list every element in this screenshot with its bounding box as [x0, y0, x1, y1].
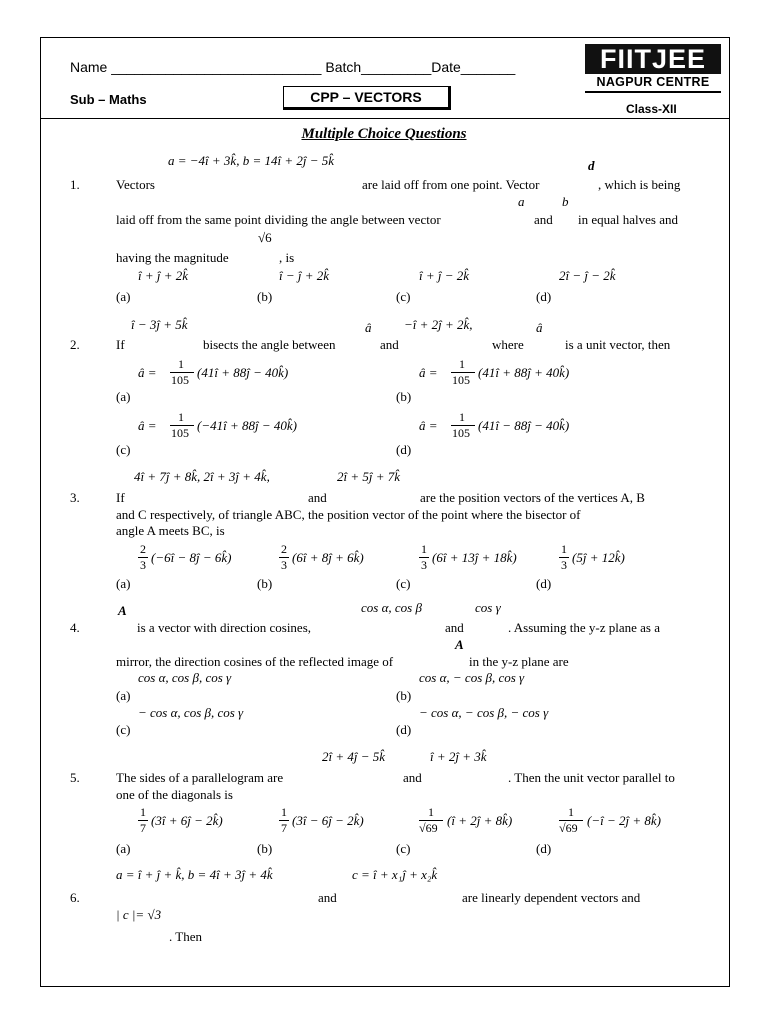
q3-c-vector: (6î + 13ĵ + 18k̂): [432, 550, 517, 565]
q2-b-den: 105: [452, 373, 470, 387]
q5-a-vector: (3î + 6ĵ − 2k̂): [151, 813, 223, 828]
q3-option-c-label: (c): [396, 576, 411, 591]
q5-text-diagonals: one of the diagonals is: [116, 787, 233, 802]
q3-text-line2: and C respectively, of triangle ABC, the position vector of the point where the bisector of: [116, 507, 581, 522]
q5-number: 5.: [70, 770, 80, 785]
q4-vector-A: A: [118, 603, 127, 618]
q5-text-and: and: [403, 770, 422, 785]
q2-a-num: 1: [178, 357, 184, 371]
q2-d-prefix: â =: [419, 418, 438, 433]
q3-text-and: and: [308, 490, 327, 505]
q2-option-c-label: (c): [116, 442, 131, 457]
q4-text-direction: is a vector with direction cosines,: [137, 620, 312, 635]
q5-b-den: 7: [281, 821, 287, 835]
q1-vector-d: d: [588, 158, 595, 173]
q4-option-a-label: (a): [116, 688, 131, 703]
q4-number: 4.: [70, 620, 80, 635]
logo-brand: FIITJEE: [585, 44, 721, 74]
q3-c-num: 1: [421, 542, 427, 556]
q2-d-num: 1: [459, 410, 465, 424]
cpp-title-box: CPP – VECTORS: [283, 86, 451, 110]
q4-vector-A-2: A: [455, 637, 464, 652]
q4-option-b-expr: cos α, − cos β, cos γ: [419, 670, 525, 685]
q3-b-vector: (6î + 8ĵ + 6k̂): [292, 550, 364, 565]
q4-option-d-expr: − cos α, − cos β, − cos γ: [419, 705, 549, 720]
q3-text-if: If: [116, 490, 125, 505]
q2-a-prefix: â =: [138, 365, 157, 380]
q4-text-mirror: mirror, the direction cosines of the reflected image of: [116, 654, 394, 669]
q1-number: 1.: [70, 177, 80, 192]
q5-c-num: 1: [428, 805, 434, 819]
q6-text-and: and: [318, 890, 337, 905]
q3-option-b-label: (b): [257, 576, 273, 591]
q6-number: 6.: [70, 890, 80, 905]
q2-a-hat-2: â: [536, 320, 543, 335]
q5-b-vector: (3î − 6ĵ − 2k̂): [292, 813, 364, 828]
q6-c-magnitude: | c |= √3: [116, 907, 162, 922]
q2-d-vector: (41î − 88ĵ − 40k̂): [478, 418, 570, 433]
q3-text-line3: angle A meets BC, is: [116, 523, 225, 538]
q3-number: 3.: [70, 490, 80, 505]
q4-cos-gamma: cos γ: [475, 600, 501, 615]
q2-option-b-label: (b): [396, 389, 412, 404]
q3-vector-c: 2î + 5ĵ + 7k̂: [337, 469, 401, 484]
logo-centre: NAGPUR CENTRE: [596, 75, 710, 89]
q2-a-hat: â: [365, 320, 372, 335]
q1-sqrt6: √6: [258, 230, 272, 245]
q2-b-vector: (41î + 88ĵ + 40k̂): [478, 365, 570, 380]
section-title: Multiple Choice Questions: [301, 126, 467, 142]
q5-text-sides: The sides of a parallelogram are: [116, 770, 284, 785]
q2-text-unit: is a unit vector, then: [565, 337, 671, 352]
q4-option-a-expr: cos α, cos β, cos γ: [138, 670, 232, 685]
q2-option-a-label: (a): [116, 389, 131, 404]
q4-text-and: and: [445, 620, 464, 635]
q2-text-and: and: [380, 337, 399, 352]
q4-text-plane: in the y-z plane are: [469, 654, 569, 669]
q3-a-num: 2: [140, 542, 146, 556]
q4-option-c-expr: − cos α, cos β, cos γ: [138, 705, 244, 720]
q3-d-den: 3: [561, 558, 567, 572]
q4-option-d-label: (d): [396, 722, 412, 737]
header-divider: [40, 118, 730, 119]
q3-a-den: 3: [140, 558, 146, 572]
q4-cos-alpha-beta: cos α, cos β: [361, 600, 422, 615]
q1-option-b-label: (b): [257, 289, 273, 304]
q2-b-prefix: â =: [419, 365, 438, 380]
q3-d-num: 1: [561, 542, 567, 556]
q1-option-c-expr: î + ĵ − 2k̂: [419, 268, 470, 283]
q3-c-den: 3: [421, 558, 427, 572]
q3-b-den: 3: [281, 558, 287, 572]
q5-d-num: 1: [568, 805, 574, 819]
q2-text-where: where: [492, 337, 524, 352]
q4-option-c-label: (c): [116, 722, 131, 737]
q1-option-a-label: (a): [116, 289, 131, 304]
fiitjee-logo: [585, 44, 721, 94]
q1-option-b-expr: î − ĵ + 2k̂: [279, 268, 330, 283]
q6-vectors-ab: a = î + ĵ + k̂, b = 4î + 3ĵ + 4k̂: [116, 867, 273, 882]
q5-d-vector: (−î − 2ĵ + 8k̂): [587, 813, 661, 828]
q5-option-c-label: (c): [396, 841, 411, 856]
q5-c-vector: (î + 2ĵ + 8k̂): [447, 813, 513, 828]
q5-option-a-label: (a): [116, 841, 131, 856]
q4-option-b-label: (b): [396, 688, 412, 703]
q1-text-is: , is: [279, 250, 295, 265]
q1-option-a-expr: î + ĵ + 2k̂: [138, 268, 189, 283]
q3-vectors-ab: 4î + 7ĵ + 8k̂, 2î + 3ĵ + 4k̂,: [134, 469, 270, 484]
q1-text-laid-off: are laid off from one point. Vector: [362, 177, 540, 192]
q2-option-d-label: (d): [396, 442, 412, 457]
q6-text-then: . Then: [169, 929, 202, 944]
q6-vector-c: c = î + x₁ĵ + x₂k̂: [352, 867, 438, 882]
q2-c-prefix: â =: [138, 418, 157, 433]
q3-d-vector: (5ĵ + 12k̂): [572, 550, 625, 565]
q2-c-vector: (−41î + 88ĵ − 40k̂): [197, 418, 297, 433]
q5-option-b-label: (b): [257, 841, 273, 856]
q4-text-assuming: . Assuming the y-z plane as a: [508, 620, 660, 635]
q5-vector-1: 2î + 4ĵ − 5k̂: [322, 749, 386, 764]
q2-b-num: 1: [459, 357, 465, 371]
q5-a-num: 1: [140, 805, 146, 819]
q5-a-den: 7: [140, 821, 146, 835]
q5-b-num: 1: [281, 805, 287, 819]
q1-text-which: , which is being: [598, 177, 681, 192]
name-batch-date-line: Name ___________________________ Batch_________Date_______: [70, 59, 516, 75]
q2-text-if: If: [116, 337, 125, 352]
q1-option-c-label: (c): [396, 289, 411, 304]
q2-vector-2: −î + 2ĵ + 2k̂,: [404, 317, 473, 332]
q1-text-halves: in equal halves and: [578, 212, 678, 227]
q2-d-den: 105: [452, 426, 470, 440]
q2-c-den: 105: [171, 426, 189, 440]
q5-d-den: √69: [559, 821, 578, 835]
class-label: Class-XII: [626, 102, 677, 116]
q1-option-d-label: (d): [536, 289, 552, 304]
q1-option-d-expr: 2î − ĵ − 2k̂: [559, 268, 616, 283]
q5-option-d-label: (d): [536, 841, 552, 856]
q1-given-vectors: a = −4î + 3k̂, b = 14î + 2ĵ − 5k̂: [168, 153, 335, 168]
q2-number: 2.: [70, 337, 80, 352]
q1-text-and: and: [534, 212, 553, 227]
q5-c-den: √69: [419, 821, 438, 835]
subject-label: Sub – Maths: [70, 92, 147, 107]
q1-vector-b: b: [562, 194, 569, 209]
q2-c-num: 1: [178, 410, 184, 424]
q1-vector-a: a: [518, 194, 525, 209]
q1-text-angle: laid off from the same point dividing the angle between vector: [116, 212, 441, 227]
q6-text-dependent: are linearly dependent vectors and: [462, 890, 641, 905]
q1-text-vectors: Vectors: [116, 177, 155, 192]
q5-text-unit: . Then the unit vector parallel to: [508, 770, 675, 785]
q2-vector-1: î − 3ĵ + 5k̂: [131, 317, 188, 332]
q3-text-position: are the position vectors of the vertices A, B: [420, 490, 645, 505]
q3-option-a-label: (a): [116, 576, 131, 591]
q3-option-d-label: (d): [536, 576, 552, 591]
q3-b-num: 2: [281, 542, 287, 556]
q3-a-vector: (−6î − 8ĵ − 6k̂): [151, 550, 232, 565]
q1-text-magnitude: having the magnitude: [116, 250, 229, 265]
logo-underline: [585, 91, 721, 93]
q2-text-bisects: bisects the angle between: [203, 337, 336, 352]
q5-vector-2: î + 2ĵ + 3k̂: [430, 749, 487, 764]
q2-a-den: 105: [171, 373, 189, 387]
q2-a-vector: (41î + 88ĵ − 40k̂): [197, 365, 289, 380]
